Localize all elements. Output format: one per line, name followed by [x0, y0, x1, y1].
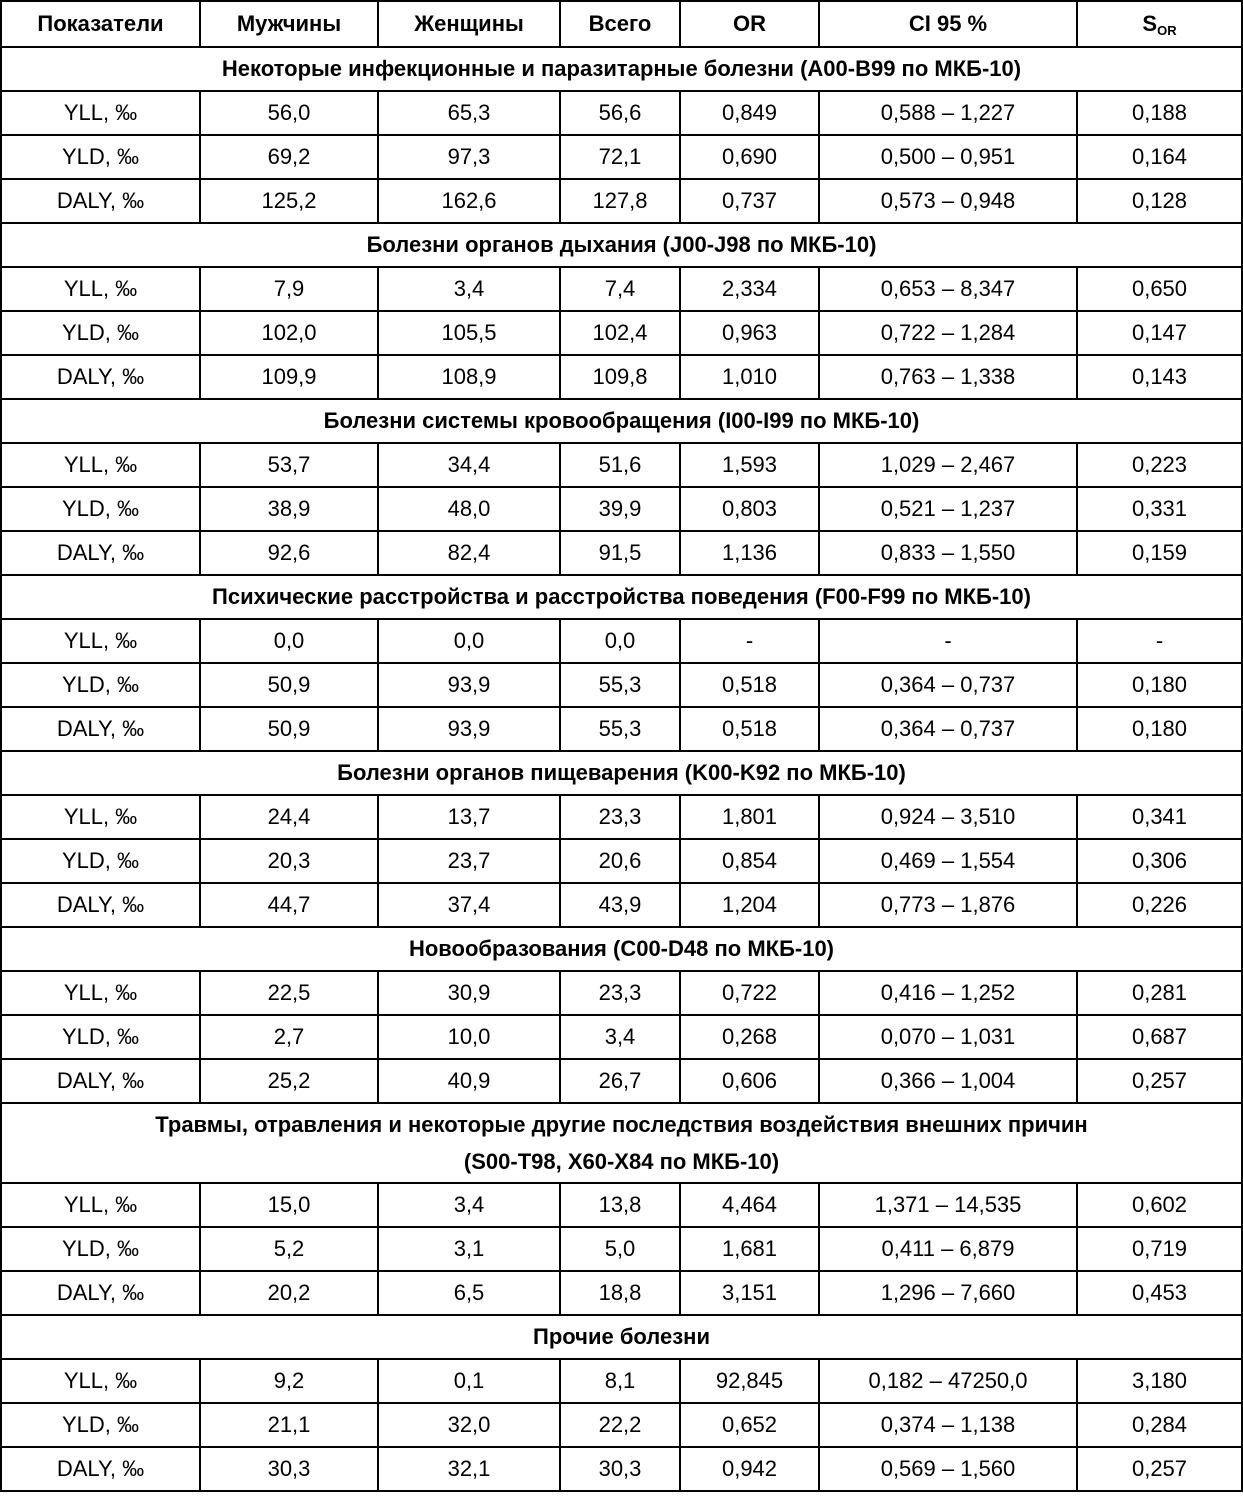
cell-women: 3,4 [378, 1183, 560, 1227]
section-title-text: Некоторые инфекционные и паразитарные болезни (A00-B99 по МКБ-10) [221, 56, 1022, 81]
cell-women: 13,7 [378, 795, 560, 839]
section-header-row [1, 927, 1242, 971]
section-title-text: Прочие болезни [533, 1324, 710, 1349]
table-row [1, 1015, 1242, 1059]
cell-ci: 0,416 – 1,252 [819, 971, 1077, 1015]
section-title [1, 399, 1242, 443]
cell-men: 50,9 [200, 707, 378, 751]
table-row [1, 179, 1242, 223]
cell-or: 1,593 [680, 443, 819, 487]
cell-total: 26,7 [560, 1059, 680, 1103]
table-row [1, 1271, 1242, 1315]
cell-women: 48,0 [378, 487, 560, 531]
cell-men: 24,4 [200, 795, 378, 839]
cell-sor: 0,159 [1077, 531, 1242, 575]
header-ci: CI 95 % [819, 1, 1077, 47]
cell-label: YLD, ‰ [1, 1015, 200, 1059]
cell-women: 10,0 [378, 1015, 560, 1059]
cell-sor: 0,180 [1077, 663, 1242, 707]
cell-label: DALY, ‰ [1, 179, 200, 223]
cell-total: 55,3 [560, 663, 680, 707]
cell-men: 92,6 [200, 531, 378, 575]
header-or: OR [680, 1, 819, 47]
cell-label: YLL, ‰ [1, 1359, 200, 1403]
cell-total: 55,3 [560, 707, 680, 751]
cell-men: 50,9 [200, 663, 378, 707]
cell-sor: - [1077, 619, 1242, 663]
cell-sor: 3,180 [1077, 1359, 1242, 1403]
cell-or: 0,518 [680, 707, 819, 751]
header-row [1, 1, 1242, 47]
section-header-row [1, 223, 1242, 267]
cell-total: 127,8 [560, 179, 680, 223]
cell-ci: 0,364 – 0,737 [819, 663, 1077, 707]
cell-or: 0,737 [680, 179, 819, 223]
cell-men: 5,2 [200, 1227, 378, 1271]
cell-men: 20,2 [200, 1271, 378, 1315]
section-title [1, 927, 1242, 971]
cell-or: 0,690 [680, 135, 819, 179]
header-women: Женщины [378, 1, 560, 47]
section-title-text: Болезни органов пищеварения (K00-K92 по МКБ-10) [337, 760, 906, 785]
cell-sor: 0,147 [1077, 311, 1242, 355]
header-total: Всего [560, 1, 680, 47]
cell-or: 0,606 [680, 1059, 819, 1103]
table-row [1, 795, 1242, 839]
cell-or: 0,652 [680, 1403, 819, 1447]
cell-men: 44,7 [200, 883, 378, 927]
cell-sor: 0,226 [1077, 883, 1242, 927]
cell-ci: 0,763 – 1,338 [819, 355, 1077, 399]
header-sor-sub: OR [1157, 22, 1177, 38]
cell-sor: 0,164 [1077, 135, 1242, 179]
table-row [1, 707, 1242, 751]
cell-or: 0,849 [680, 91, 819, 135]
cell-total: 8,1 [560, 1359, 680, 1403]
cell-label: YLD, ‰ [1, 663, 200, 707]
section-title-text: Травмы, отравления и некоторые другие последствия воздействия внешних причин [155, 1112, 1088, 1137]
section-title-text: Болезни системы кровообращения (I00-I99 по МКБ-10) [323, 408, 920, 433]
cell-men: 69,2 [200, 135, 378, 179]
cell-ci: 0,833 – 1,550 [819, 531, 1077, 575]
cell-ci: 0,411 – 6,879 [819, 1227, 1077, 1271]
cell-ci: 0,569 – 1,560 [819, 1447, 1077, 1491]
cell-or: 92,845 [680, 1359, 819, 1403]
table-row [1, 355, 1242, 399]
section-header-row [1, 399, 1242, 443]
cell-men: 25,2 [200, 1059, 378, 1103]
cell-total: 18,8 [560, 1271, 680, 1315]
section-title-line2: (S00-T98, X60-X84 по МКБ-10) [463, 1149, 780, 1174]
cell-sor: 0,180 [1077, 707, 1242, 751]
cell-sor: 0,719 [1077, 1227, 1242, 1271]
cell-total: 91,5 [560, 531, 680, 575]
cell-total: 7,4 [560, 267, 680, 311]
cell-ci: 0,653 – 8,347 [819, 267, 1077, 311]
cell-women: 23,7 [378, 839, 560, 883]
cell-ci: 0,374 – 1,138 [819, 1403, 1077, 1447]
section-header-row [1, 575, 1242, 619]
cell-men: 53,7 [200, 443, 378, 487]
cell-label: DALY, ‰ [1, 1447, 200, 1491]
cell-men: 56,0 [200, 91, 378, 135]
cell-men: 20,3 [200, 839, 378, 883]
cell-sor: 0,650 [1077, 267, 1242, 311]
table-row [1, 619, 1242, 663]
cell-sor: 0,687 [1077, 1015, 1242, 1059]
table-row [1, 135, 1242, 179]
table-row [1, 1403, 1242, 1447]
section-header-row [1, 1103, 1242, 1183]
cell-total: 22,2 [560, 1403, 680, 1447]
section-title-text: Психические расстройства и расстройства поведения (F00-F99 по МКБ-10) [212, 584, 1031, 609]
cell-women: 97,3 [378, 135, 560, 179]
cell-ci: 1,371 – 14,535 [819, 1183, 1077, 1227]
cell-ci: 0,521 – 1,237 [819, 487, 1077, 531]
cell-sor: 0,257 [1077, 1059, 1242, 1103]
cell-women: 6,5 [378, 1271, 560, 1315]
cell-ci: 0,500 – 0,951 [819, 135, 1077, 179]
cell-or: 0,854 [680, 839, 819, 883]
cell-women: 40,9 [378, 1059, 560, 1103]
cell-label: DALY, ‰ [1, 531, 200, 575]
cell-men: 9,2 [200, 1359, 378, 1403]
table-row [1, 443, 1242, 487]
header-indicator: Показатели [1, 1, 200, 47]
cell-total: 5,0 [560, 1227, 680, 1271]
cell-sor: 0,143 [1077, 355, 1242, 399]
cell-men: 38,9 [200, 487, 378, 531]
table-row [1, 971, 1242, 1015]
cell-label: YLD, ‰ [1, 311, 200, 355]
cell-total: 30,3 [560, 1447, 680, 1491]
cell-total: 43,9 [560, 883, 680, 927]
cell-label: YLL, ‰ [1, 971, 200, 1015]
cell-or: 0,942 [680, 1447, 819, 1491]
cell-men: 15,0 [200, 1183, 378, 1227]
cell-women: 105,5 [378, 311, 560, 355]
cell-sor: 0,128 [1077, 179, 1242, 223]
table-row [1, 1227, 1242, 1271]
cell-ci: 0,573 – 0,948 [819, 179, 1077, 223]
cell-ci: 0,364 – 0,737 [819, 707, 1077, 751]
cell-total: 0,0 [560, 619, 680, 663]
cell-total: 109,8 [560, 355, 680, 399]
cell-ci: 0,366 – 1,004 [819, 1059, 1077, 1103]
cell-total: 23,3 [560, 971, 680, 1015]
section-title [1, 575, 1242, 619]
section-title-text: Новообразования (C00-D48 по МКБ-10) [408, 936, 835, 961]
cell-total: 13,8 [560, 1183, 680, 1227]
cell-women: 0,0 [378, 619, 560, 663]
cell-women: 32,1 [378, 1447, 560, 1491]
cell-ci: 0,182 – 47250,0 [819, 1359, 1077, 1403]
cell-women: 30,9 [378, 971, 560, 1015]
cell-women: 82,4 [378, 531, 560, 575]
cell-total: 102,4 [560, 311, 680, 355]
cell-sor: 0,284 [1077, 1403, 1242, 1447]
table-row [1, 311, 1242, 355]
cell-ci: 0,469 – 1,554 [819, 839, 1077, 883]
cell-label: YLL, ‰ [1, 443, 200, 487]
cell-label: YLD, ‰ [1, 1227, 200, 1271]
cell-label: YLL, ‰ [1, 91, 200, 135]
cell-label: YLL, ‰ [1, 1183, 200, 1227]
cell-ci: 0,773 – 1,876 [819, 883, 1077, 927]
section-title [1, 223, 1242, 267]
cell-or: 1,010 [680, 355, 819, 399]
cell-ci: 1,029 – 2,467 [819, 443, 1077, 487]
header-sor [1077, 1, 1242, 47]
cell-ci: 0,070 – 1,031 [819, 1015, 1077, 1059]
cell-men: 125,2 [200, 179, 378, 223]
cell-women: 93,9 [378, 707, 560, 751]
section-header-row [1, 751, 1242, 795]
cell-or: 1,681 [680, 1227, 819, 1271]
cell-women: 162,6 [378, 179, 560, 223]
cell-women: 34,4 [378, 443, 560, 487]
cell-sor: 0,257 [1077, 1447, 1242, 1491]
table-body [1, 47, 1242, 1491]
cell-women: 0,1 [378, 1359, 560, 1403]
cell-total: 39,9 [560, 487, 680, 531]
cell-men: 2,7 [200, 1015, 378, 1059]
cell-sor: 0,306 [1077, 839, 1242, 883]
cell-sor: 0,331 [1077, 487, 1242, 531]
section-header-row [1, 1315, 1242, 1359]
cell-total: 72,1 [560, 135, 680, 179]
cell-or: 0,518 [680, 663, 819, 707]
table-row [1, 1359, 1242, 1403]
cell-ci: 0,722 – 1,284 [819, 311, 1077, 355]
cell-men: 22,5 [200, 971, 378, 1015]
section-title [1, 1103, 1242, 1183]
cell-sor: 0,188 [1077, 91, 1242, 135]
cell-label: YLL, ‰ [1, 619, 200, 663]
header-sor-main: S [1142, 10, 1158, 36]
cell-label: DALY, ‰ [1, 1271, 200, 1315]
cell-women: 32,0 [378, 1403, 560, 1447]
cell-sor: 0,602 [1077, 1183, 1242, 1227]
cell-total: 56,6 [560, 91, 680, 135]
cell-label: DALY, ‰ [1, 883, 200, 927]
cell-total: 51,6 [560, 443, 680, 487]
cell-total: 20,6 [560, 839, 680, 883]
cell-women: 65,3 [378, 91, 560, 135]
table-row [1, 487, 1242, 531]
cell-sor: 0,281 [1077, 971, 1242, 1015]
cell-women: 3,4 [378, 267, 560, 311]
cell-women: 3,1 [378, 1227, 560, 1271]
cell-label: YLD, ‰ [1, 487, 200, 531]
cell-or: 1,801 [680, 795, 819, 839]
section-header-row [1, 47, 1242, 91]
table-row [1, 1183, 1242, 1227]
cell-or: 0,722 [680, 971, 819, 1015]
cell-or: 0,803 [680, 487, 819, 531]
cell-or: 2,334 [680, 267, 819, 311]
cell-sor: 0,341 [1077, 795, 1242, 839]
section-title [1, 751, 1242, 795]
cell-ci: 0,588 – 1,227 [819, 91, 1077, 135]
cell-total: 23,3 [560, 795, 680, 839]
cell-men: 0,0 [200, 619, 378, 663]
table-row [1, 1059, 1242, 1103]
cell-total: 3,4 [560, 1015, 680, 1059]
cell-or: 1,204 [680, 883, 819, 927]
cell-sor: 0,223 [1077, 443, 1242, 487]
cell-sor: 0,453 [1077, 1271, 1242, 1315]
cell-label: YLD, ‰ [1, 839, 200, 883]
table-row [1, 663, 1242, 707]
cell-men: 21,1 [200, 1403, 378, 1447]
cell-or: 1,136 [680, 531, 819, 575]
section-title-text: Болезни органов дыхания (J00-J98 по МКБ-10) [366, 232, 877, 257]
cell-ci: 0,924 – 3,510 [819, 795, 1077, 839]
cell-or: 0,268 [680, 1015, 819, 1059]
cell-label: YLD, ‰ [1, 1403, 200, 1447]
cell-women: 37,4 [378, 883, 560, 927]
cell-men: 7,9 [200, 267, 378, 311]
cell-or: 4,464 [680, 1183, 819, 1227]
cell-label: DALY, ‰ [1, 1059, 200, 1103]
table-row [1, 267, 1242, 311]
cell-label: YLD, ‰ [1, 135, 200, 179]
cell-or: - [680, 619, 819, 663]
table-row [1, 531, 1242, 575]
cell-men: 109,9 [200, 355, 378, 399]
section-title [1, 1315, 1242, 1359]
header-men: Мужчины [200, 1, 378, 47]
cell-label: YLL, ‰ [1, 795, 200, 839]
table-row [1, 1447, 1242, 1491]
cell-label: DALY, ‰ [1, 707, 200, 751]
cell-label: DALY, ‰ [1, 355, 200, 399]
cell-label: YLL, ‰ [1, 267, 200, 311]
cell-women: 108,9 [378, 355, 560, 399]
cell-women: 93,9 [378, 663, 560, 707]
table-row [1, 91, 1242, 135]
table-row [1, 839, 1242, 883]
section-title [1, 47, 1242, 91]
cell-or: 0,963 [680, 311, 819, 355]
table-row [1, 883, 1242, 927]
cell-men: 30,3 [200, 1447, 378, 1491]
cell-ci: 1,296 – 7,660 [819, 1271, 1077, 1315]
cell-ci: - [819, 619, 1077, 663]
cell-men: 102,0 [200, 311, 378, 355]
cell-or: 3,151 [680, 1271, 819, 1315]
